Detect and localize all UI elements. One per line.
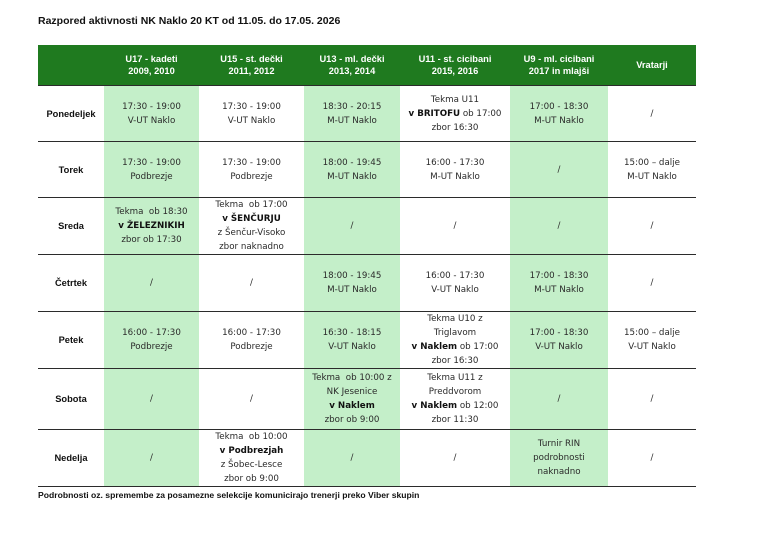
cell-line <box>306 219 398 233</box>
cell-line-text: zbor naknadno <box>219 242 284 252</box>
cell-line <box>402 326 508 340</box>
cell-line <box>512 219 606 233</box>
cell-line <box>402 371 508 385</box>
cell-line-text: / <box>650 108 654 119</box>
cell-line-text: 18:00 - 19:45 <box>322 271 382 281</box>
cell-line <box>512 437 606 451</box>
cell-line-text: 16:00 - 17:30 <box>425 157 485 168</box>
cell-vratarji <box>608 430 696 487</box>
cell-line-bold: v Naklem <box>411 401 458 411</box>
document-title: Razpored aktivnosti NK Naklo 20 KT od 11.05. do 17.05. 2026 <box>38 15 341 27</box>
cell-u17 <box>104 255 199 312</box>
day-label: Nedelja <box>54 453 88 463</box>
cell-line <box>106 114 197 128</box>
cell-line-text: 17:00 - 18:30 <box>529 101 589 112</box>
cell-line-text: Tekma U11 <box>430 94 480 105</box>
header-vratarji: Vratarji <box>608 45 696 86</box>
cell-line <box>610 451 694 465</box>
cell-line <box>306 371 398 385</box>
cell-line-text: z Šobec-Lesce <box>220 460 283 470</box>
cell-line <box>201 240 302 254</box>
cell-line <box>512 465 606 479</box>
cell-line-text: 16:30 - 18:15 <box>322 328 382 338</box>
cell-line <box>106 205 197 219</box>
header-u15: U15 - st. dečki 2011, 2012 <box>199 45 304 86</box>
cell-line <box>306 170 398 184</box>
table-row <box>38 198 696 255</box>
cell-line-text: M-UT Naklo <box>327 115 377 126</box>
cell-line <box>402 340 508 354</box>
cell-line <box>106 156 197 170</box>
header-row <box>38 45 696 86</box>
cell-u15 <box>199 198 304 255</box>
cell-line <box>201 100 302 114</box>
cell-u11 <box>400 86 510 142</box>
cell-line-text: M-UT Naklo <box>327 171 377 182</box>
cell-line-text: 16:00 - 17:30 <box>222 328 281 338</box>
cell-line <box>402 413 508 427</box>
cell-line-text: 17:30 - 19:00 <box>122 157 181 168</box>
cell-line-text: zbor 11:30 <box>431 415 479 425</box>
day-label: Torek <box>58 164 84 175</box>
cell-line <box>201 226 302 240</box>
cell-line-text: Tekma ob 18:30 <box>115 207 188 217</box>
cell-line <box>201 170 302 184</box>
cell-line <box>306 451 398 465</box>
cell-line <box>306 100 398 114</box>
cell-line <box>512 163 606 177</box>
cell-line-text: 18:30 - 20:15 <box>322 101 382 112</box>
cell-line-bold: v ŠENČURJU <box>222 214 281 224</box>
cell-line-text: Triglavom <box>433 328 477 338</box>
cell-line-text: ob 12:00 <box>457 401 499 411</box>
cell-line-bold: v BRITOFU <box>408 108 461 119</box>
cell-u11 <box>400 198 510 255</box>
cell-u9 <box>510 255 608 312</box>
schedule-table <box>38 45 696 487</box>
header-u11: U11 - st. cicibani 2015, 2016 <box>400 45 510 86</box>
cell-line-text: / <box>250 394 253 404</box>
cell-line-text: M-UT Naklo <box>534 285 584 295</box>
cell-line <box>512 326 606 340</box>
cell-line <box>512 392 606 406</box>
cell-line <box>106 451 197 465</box>
cell-line-text: Podbrezje <box>130 171 173 182</box>
cell-line <box>610 340 694 354</box>
cell-u17 <box>104 142 199 198</box>
cell-line-text: Tekma ob 17:00 <box>215 200 288 210</box>
cell-line <box>610 276 694 290</box>
cell-line <box>402 121 508 135</box>
header-u13: U13 - ml. dečki 2013, 2014 <box>304 45 400 86</box>
cell-u13 <box>304 369 400 430</box>
cell-vratarji <box>608 369 696 430</box>
cell-line-text: / <box>453 221 457 231</box>
cell-line-text: M-UT Naklo <box>430 171 480 182</box>
cell-line-text: Tekma U11 z <box>427 373 483 383</box>
cell-line <box>402 170 508 184</box>
cell-u13 <box>304 142 400 198</box>
header-u17: U17 - kadeti 2009, 2010 <box>104 45 199 86</box>
table-row <box>38 369 696 430</box>
cell-line-text: 18:00 - 19:45 <box>322 157 382 168</box>
cell-line-text: / <box>557 164 561 175</box>
cell-vratarji <box>608 86 696 142</box>
cell-line <box>402 354 508 368</box>
cell-line-text: Podbrezje <box>230 171 273 182</box>
cell-line <box>402 283 508 297</box>
cell-line-text: ob 17:00 <box>460 108 502 119</box>
cell-line <box>610 392 694 406</box>
cell-vratarji <box>608 255 696 312</box>
cell-line-bold: v Naklem <box>411 342 458 352</box>
cell-line-text: Preddvorom <box>428 387 482 397</box>
cell-u15 <box>199 369 304 430</box>
cell-line <box>402 107 508 121</box>
cell-line <box>201 326 302 340</box>
cell-u11 <box>400 255 510 312</box>
cell-line-text: 15:00 – dalje <box>624 157 680 168</box>
cell-line-text: 15:00 – dalje <box>624 328 680 338</box>
cell-u17 <box>104 312 199 369</box>
cell-u15 <box>199 86 304 142</box>
cell-line <box>201 340 302 354</box>
cell-line-text: 16:00 - 17:30 <box>122 328 181 338</box>
cell-line-text: V-UT Naklo <box>127 115 176 126</box>
day-label: Sobota <box>55 394 87 404</box>
cell-line <box>306 156 398 170</box>
cell-line-text: / <box>650 278 654 288</box>
cell-line <box>402 219 508 233</box>
day-label: Ponedeljek <box>46 108 96 119</box>
cell-u15 <box>199 255 304 312</box>
cell-line <box>201 444 302 458</box>
cell-line-text: / <box>350 221 354 231</box>
cell-line <box>512 269 606 283</box>
cell-line <box>106 100 197 114</box>
cell-line-bold: v Podbrezjah <box>219 446 284 456</box>
cell-line <box>306 413 398 427</box>
footer-note: Podrobnosti oz. spremembe za posamezne selekcije komunicirajo trenerji preko Viber skupin <box>38 490 420 500</box>
cell-u13 <box>304 312 400 369</box>
cell-u17 <box>104 86 199 142</box>
cell-line <box>306 326 398 340</box>
cell-line <box>106 392 197 406</box>
cell-line <box>201 458 302 472</box>
cell-line-text: 17:30 - 19:00 <box>122 101 181 112</box>
cell-line <box>201 198 302 212</box>
cell-line <box>201 276 302 290</box>
table-row <box>38 86 696 142</box>
cell-u11 <box>400 142 510 198</box>
cell-line <box>106 340 197 354</box>
cell-u13 <box>304 430 400 487</box>
cell-line <box>402 156 508 170</box>
cell-line-text: Tekma ob 10:00 <box>215 432 288 442</box>
cell-line <box>402 399 508 413</box>
cell-line-text: 17:30 - 19:00 <box>222 157 281 168</box>
cell-line <box>201 472 302 486</box>
cell-u13 <box>304 86 400 142</box>
table-row <box>38 142 696 198</box>
cell-line <box>306 340 398 354</box>
cell-line-bold: v Naklem <box>329 401 375 411</box>
day-label: Sreda <box>58 221 84 231</box>
table-row <box>38 255 696 312</box>
cell-line-text: zbor 16:30 <box>431 122 479 133</box>
cell-line-text: zbor ob 9:00 <box>224 474 279 484</box>
cell-line-text: / <box>150 453 153 463</box>
cell-line <box>512 114 606 128</box>
cell-line <box>402 385 508 399</box>
day-label: Petek <box>58 335 84 345</box>
cell-line <box>106 276 197 290</box>
cell-line <box>512 100 606 114</box>
cell-u13 <box>304 255 400 312</box>
cell-line-text: 17:00 - 18:30 <box>529 328 589 338</box>
cell-u9 <box>510 312 608 369</box>
cell-line-text: V-UT Naklo <box>535 342 583 352</box>
schedule-body <box>38 86 696 487</box>
cell-vratarji <box>608 198 696 255</box>
cell-line <box>201 430 302 444</box>
cell-line-text: / <box>650 394 654 404</box>
cell-line <box>306 283 398 297</box>
cell-line-text: z Šenčur-Visoko <box>217 228 286 238</box>
cell-line <box>306 399 398 413</box>
cell-u15 <box>199 312 304 369</box>
cell-u11 <box>400 430 510 487</box>
cell-line <box>201 392 302 406</box>
cell-u15 <box>199 430 304 487</box>
cell-line-text: Tekma U10 z <box>427 314 483 324</box>
cell-u9 <box>510 142 608 198</box>
cell-u13 <box>304 198 400 255</box>
cell-line-text: V-UT Naklo <box>227 115 276 126</box>
cell-u9 <box>510 198 608 255</box>
cell-line <box>402 312 508 326</box>
header-u9: U9 - ml. cicibani 2017 in mlajši <box>510 45 608 86</box>
cell-line <box>402 93 508 107</box>
cell-u17 <box>104 369 199 430</box>
cell-line <box>306 114 398 128</box>
table-row <box>38 430 696 487</box>
cell-u9 <box>510 369 608 430</box>
cell-line-text: M-UT Naklo <box>627 171 677 182</box>
cell-line <box>402 451 508 465</box>
cell-u17 <box>104 198 199 255</box>
cell-line-text: V-UT Naklo <box>431 285 479 295</box>
cell-line-text: zbor 16:30 <box>431 356 479 366</box>
cell-u11 <box>400 312 510 369</box>
cell-line-text: V-UT Naklo <box>328 342 376 352</box>
header-corner <box>38 45 104 86</box>
cell-line-text: podrobnosti <box>533 453 585 463</box>
cell-line <box>610 107 694 121</box>
cell-line-text: 16:00 - 17:30 <box>425 271 485 281</box>
cell-line <box>201 156 302 170</box>
cell-line <box>306 385 398 399</box>
cell-u9 <box>510 86 608 142</box>
cell-line-text: 17:00 - 18:30 <box>529 271 589 281</box>
cell-line <box>306 269 398 283</box>
day-label: Četrtek <box>54 278 88 288</box>
cell-line <box>512 283 606 297</box>
cell-line-text: / <box>150 394 153 404</box>
cell-line-text: / <box>453 453 457 463</box>
cell-line-text: M-UT Naklo <box>327 285 377 295</box>
cell-line-text: Tekma ob 10:00 z <box>312 373 392 383</box>
cell-line-text: ob 17:00 <box>457 342 499 352</box>
cell-line-text: NK Jesenice <box>326 387 378 397</box>
cell-line-text: zbor ob 9:00 <box>324 415 380 425</box>
cell-line-text: zbor ob 17:30 <box>121 235 182 245</box>
cell-u15 <box>199 142 304 198</box>
cell-line <box>610 170 694 184</box>
cell-line-text: Podbrezje <box>130 342 173 352</box>
cell-line <box>610 156 694 170</box>
cell-line <box>201 114 302 128</box>
cell-line-text: V-UT Naklo <box>628 342 676 352</box>
cell-line-text: / <box>250 278 253 288</box>
cell-line-text: 17:30 - 19:00 <box>222 101 281 112</box>
cell-line-text: / <box>350 453 354 463</box>
cell-vratarji <box>608 312 696 369</box>
cell-line-text: naknadno <box>537 467 581 477</box>
cell-line <box>106 170 197 184</box>
table-row <box>38 312 696 369</box>
cell-line <box>106 233 197 247</box>
cell-vratarji <box>608 142 696 198</box>
cell-line <box>402 269 508 283</box>
cell-line <box>106 219 197 233</box>
cell-u17 <box>104 430 199 487</box>
cell-line-text: Turnir RIN <box>537 439 581 449</box>
cell-line-text: M-UT Naklo <box>534 115 584 126</box>
cell-line-text: Podbrezje <box>230 342 273 352</box>
cell-line <box>610 326 694 340</box>
cell-line-text: / <box>557 394 561 404</box>
cell-u9 <box>510 430 608 487</box>
cell-line-text: / <box>650 221 654 231</box>
cell-line-text: / <box>150 278 153 288</box>
cell-line <box>201 212 302 226</box>
cell-line <box>610 219 694 233</box>
cell-line-text: / <box>650 453 654 463</box>
cell-line <box>106 326 197 340</box>
cell-line-bold: v ŽELEZNIKIH <box>118 221 185 231</box>
cell-line <box>512 340 606 354</box>
cell-line <box>512 451 606 465</box>
cell-line-text: / <box>557 221 561 231</box>
cell-u11 <box>400 369 510 430</box>
